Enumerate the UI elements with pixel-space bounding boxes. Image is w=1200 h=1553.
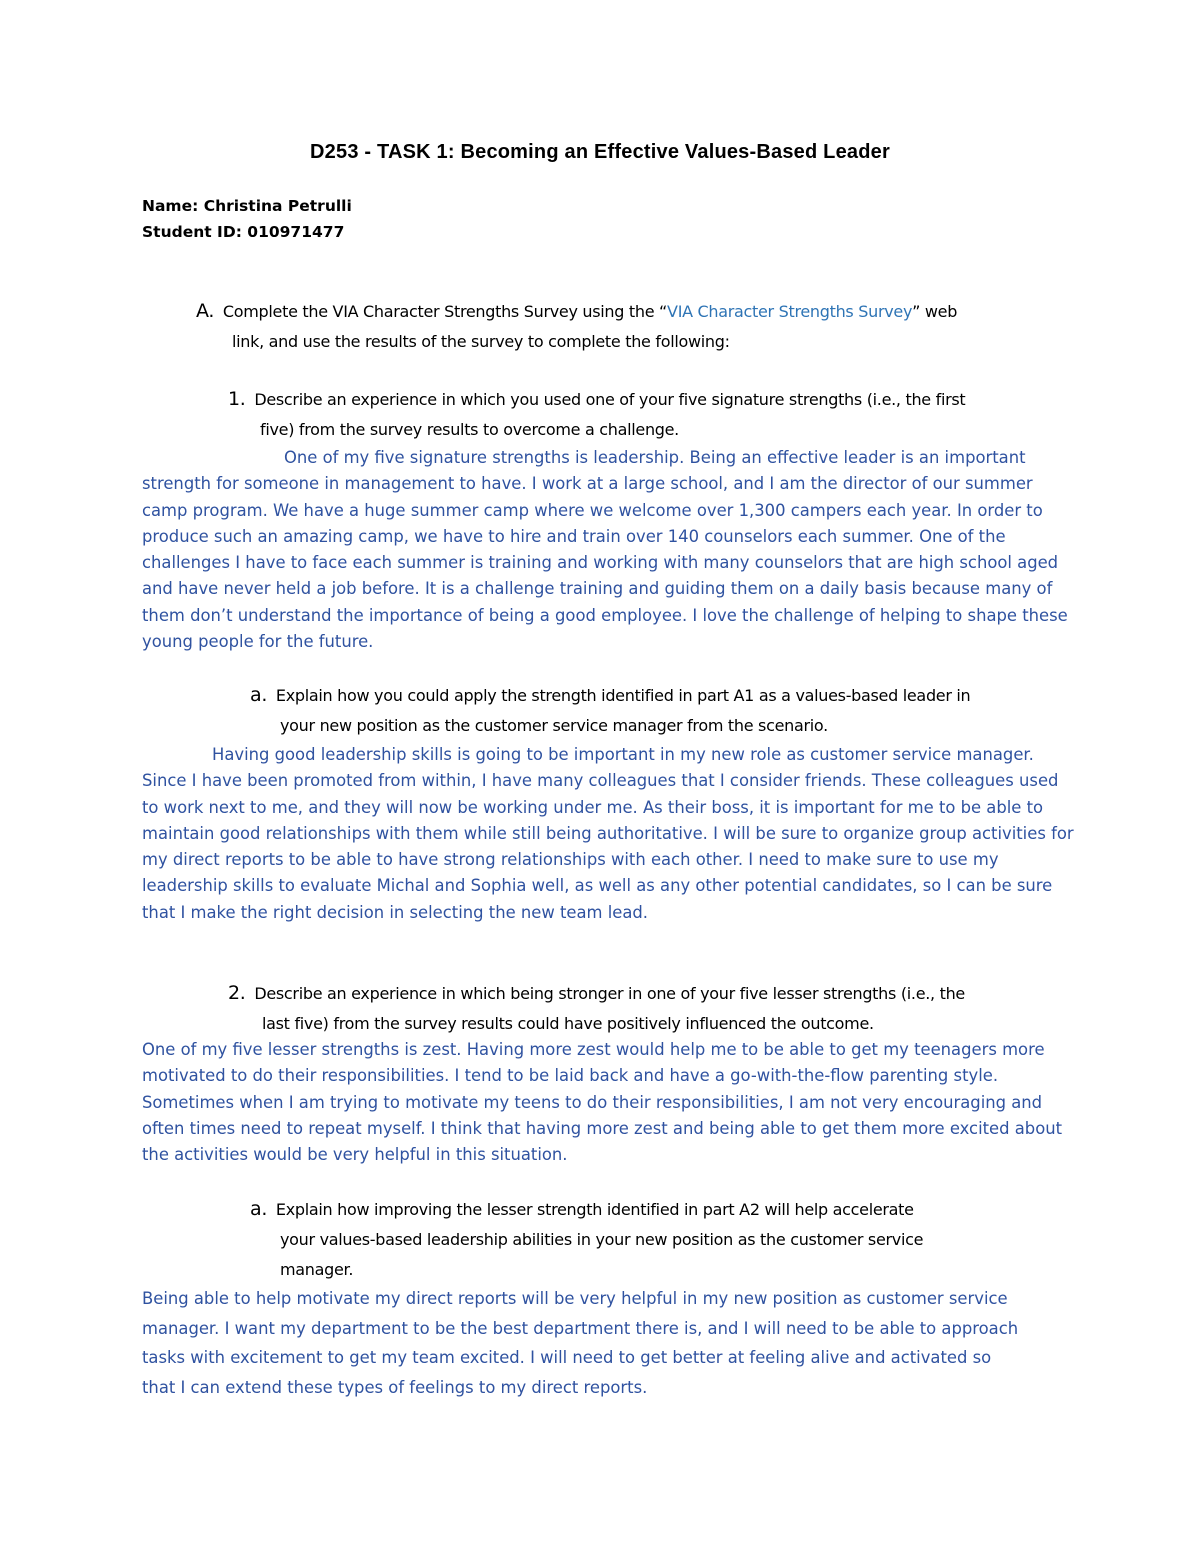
answer-2: One of my five lesser strengths is zest. Having more zest would help me to be able to get my teenagers more motivated to do their responsibilities. I tend to be laid back and have a go-with-the-flow parenting style. Sometimes when I am trying to motivate my teens to do their responsibilities, I am not very encouraging and often times need to repeat myself. I think that having more zest and being able to get them more excited about the activities would be very helpful in this situation.	[142, 1040, 1063, 1165]
question-2a-marker: a.	[250, 1198, 268, 1220]
section-a-prompt-line2: link, and use the results of the survey to complete the following:	[232, 332, 730, 351]
via-survey-link[interactable]: VIA Character Strengths Survey	[667, 302, 913, 321]
question-1-line1: Describe an experience in which you used one of your five signature strengths (i.e., the first	[254, 390, 966, 409]
question-2a-line2: your values-based leadership abilities in your new position as the customer service	[280, 1230, 924, 1249]
question-2a-line1: Explain how improving the lesser strength identified in part A2 will help accelerate	[275, 1200, 914, 1219]
question-2-line2: last five) from the survey results could have positively influenced the outcome.	[262, 1014, 874, 1033]
question-2-line1: Describe an experience in which being stronger in one of your five lesser strengths (i.e., the	[254, 984, 965, 1003]
answer-1a: Having good leadership skills is going to be important in my new role as customer service manager. Since I have been promoted from within, I have many colleagues that I consider friends. These colleagues used to work next to me, and they will now be working under me. As their boss, it is important for me to be able to maintain good relationships with them while still being authoritative. I will be sure to organize group activities for my direct reports to be able to have strong relationships with each other. I need to make sure to use my leadership skills to evaluate Michal and Sophia well, as well as any other potential candidates, so I can be sure that I make the right decision in selecting the new team lead.	[142, 745, 1074, 922]
student-id: Student ID: 010971477	[142, 223, 345, 241]
section-a-marker: A.	[196, 300, 215, 322]
question-1a	[250, 680, 970, 741]
question-1	[228, 384, 965, 445]
document-title: D253 - TASK 1: Becoming an Effective Values-Based Leader	[310, 141, 890, 163]
question-1-line2: five) from the survey results to overcome a challenge.	[260, 420, 679, 439]
question-2	[228, 978, 965, 1039]
question-1a-line2: your new position as the customer service manager from the scenario.	[280, 716, 828, 735]
question-1a-line1: Explain how you could apply the strength identified in part A1 as a values-based leader in	[275, 686, 971, 705]
question-1a-marker: a.	[250, 684, 268, 706]
answer-1: One of my five signature strengths is leadership. Being an effective leader is an important strength for someone in management to have. I work at a large school, and I am the director of our summer camp program. We have a huge summer camp where we welcome over 1,300 campers each year. In order to produce such an amazing camp, we have to hire and train over 140 counselors each summer. One of the challenges I have to face each summer is training and working with many counselors that are high school aged and have never held a job before. It is a challenge training and guiding them on a daily basis because many of them don’t understand the importance of being a good employee. I love the challenge of helping to shape these young people for the future.	[142, 448, 1068, 652]
student-info	[142, 193, 352, 245]
section-a-prompt-tail: ” web	[912, 302, 958, 321]
answer-2a: Being able to help motivate my direct reports will be very helpful in my new position as customer service manager. I want my department to be the best department there is, and I will need to be able to approach tasks with excitement to get my team excited. I will need to get better at feeling alive and activated so that I can extend these types of feelings to my direct reports.	[142, 1289, 1019, 1397]
section-a-prompt	[196, 296, 957, 357]
section-a-prompt-text: Complete the VIA Character Strengths Survey using the “	[222, 302, 668, 321]
student-name: Name: Christina Petrulli	[142, 197, 352, 215]
question-2a	[250, 1194, 923, 1285]
question-1-marker: 1.	[228, 388, 246, 410]
question-2-marker: 2.	[228, 982, 246, 1004]
question-2a-line3: manager.	[280, 1260, 354, 1279]
